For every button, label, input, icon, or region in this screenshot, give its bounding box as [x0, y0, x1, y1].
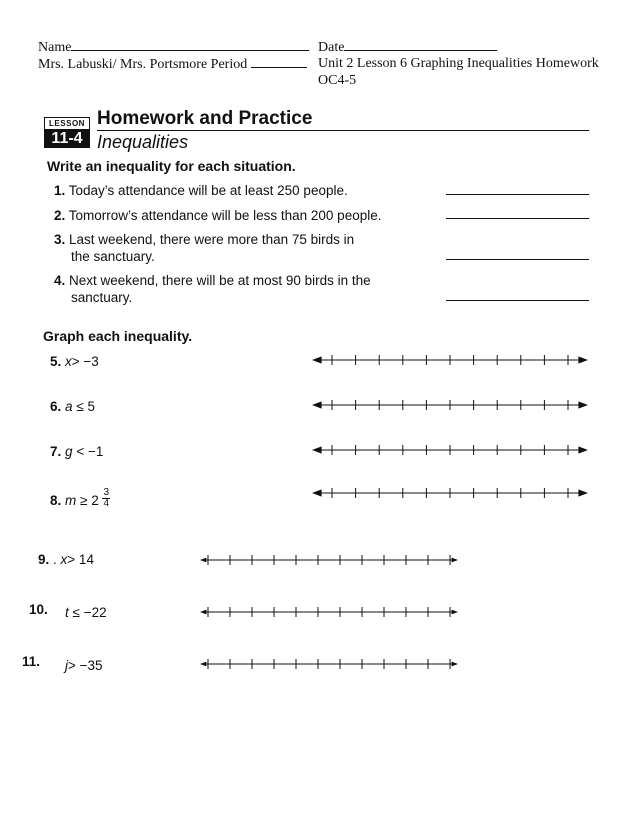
- fraction: $\frac{3}{4}$: [103, 487, 110, 509]
- arrow-right-icon: [578, 446, 588, 453]
- arrow-left-icon: [312, 401, 322, 408]
- graph-item-8: 8. m ≥ 2 $\frac{3}{4}$: [50, 487, 110, 509]
- graph-item-7: 7. g < −1: [50, 444, 104, 459]
- lesson-badge: [44, 117, 90, 148]
- write-instruction: Write an inequality for each situation.: [47, 158, 296, 174]
- number-line-5[interactable]: [312, 353, 588, 367]
- number-line-9[interactable]: [200, 553, 458, 567]
- date-label: Date: [318, 40, 345, 55]
- graph-item-5: 5. x> −3: [50, 354, 99, 369]
- question-3: 3. Last weekend, there were more than 75 birds in: [54, 232, 355, 247]
- arrow-right-icon: [452, 610, 458, 615]
- graph-item-10-expr: t ≤ −22: [65, 605, 107, 620]
- assignment-title: Unit 2 Lesson 6 Graphing Inequalities Homework: [318, 56, 599, 71]
- graph-item-11: 11.: [22, 654, 41, 669]
- number-line-6[interactable]: [312, 398, 588, 412]
- question-4: 4. Next weekend, there will be at most 90 birds in the: [54, 273, 371, 288]
- lesson-number: 11-4: [44, 130, 90, 148]
- answer-line-4[interactable]: [446, 300, 589, 301]
- answer-line-2[interactable]: [446, 218, 589, 219]
- name-label: Name: [38, 40, 72, 55]
- answer-line-1[interactable]: [446, 194, 589, 195]
- lesson-title: Homework and Practice: [97, 108, 313, 129]
- graph-item-10: 10.: [29, 602, 48, 617]
- question-4-cont: sanctuary.: [71, 290, 133, 305]
- question-1: 1. Today’s attendance will be at least 250 people.: [54, 183, 348, 198]
- name-row: [38, 38, 309, 56]
- date-row: [318, 38, 497, 56]
- arrow-left-icon: [200, 558, 206, 563]
- number-line-7[interactable]: [312, 443, 588, 457]
- graph-item-9: 9. . x> 14: [38, 552, 94, 567]
- date-field[interactable]: [344, 38, 497, 51]
- answer-line-3[interactable]: [446, 259, 589, 260]
- arrow-left-icon: [200, 610, 206, 615]
- graph-item-6: 6. a ≤ 5: [50, 399, 95, 414]
- question-2: 2. Tomorrow’s attendance will be less than 200 people.: [54, 208, 382, 223]
- teachers-row: [38, 55, 307, 73]
- number-line-8[interactable]: [312, 486, 588, 500]
- number-line-10[interactable]: [200, 605, 458, 619]
- lesson-subtitle: Inequalities: [97, 132, 189, 152]
- arrow-right-icon: [452, 662, 458, 667]
- number-line-11[interactable]: [200, 657, 458, 671]
- arrow-left-icon: [200, 662, 206, 667]
- arrow-right-icon: [578, 356, 588, 363]
- teachers-label: Mrs. Labuski/ Mrs. Portsmore Period: [38, 57, 248, 72]
- graph-item-11-expr: j> −35: [65, 658, 103, 673]
- arrow-right-icon: [452, 558, 458, 563]
- lesson-tag: LESSON: [44, 117, 90, 130]
- graph-instruction: Graph each inequality.: [43, 328, 193, 344]
- standard-code: OC4-5: [318, 73, 357, 88]
- period-field[interactable]: [251, 55, 307, 68]
- question-3-cont: the sanctuary.: [71, 249, 155, 264]
- arrow-right-icon: [578, 401, 588, 408]
- name-field[interactable]: [71, 38, 309, 51]
- arrow-left-icon: [312, 489, 322, 496]
- arrow-right-icon: [578, 489, 588, 496]
- arrow-left-icon: [312, 446, 322, 453]
- arrow-left-icon: [312, 356, 322, 363]
- title-rule: [97, 130, 589, 131]
